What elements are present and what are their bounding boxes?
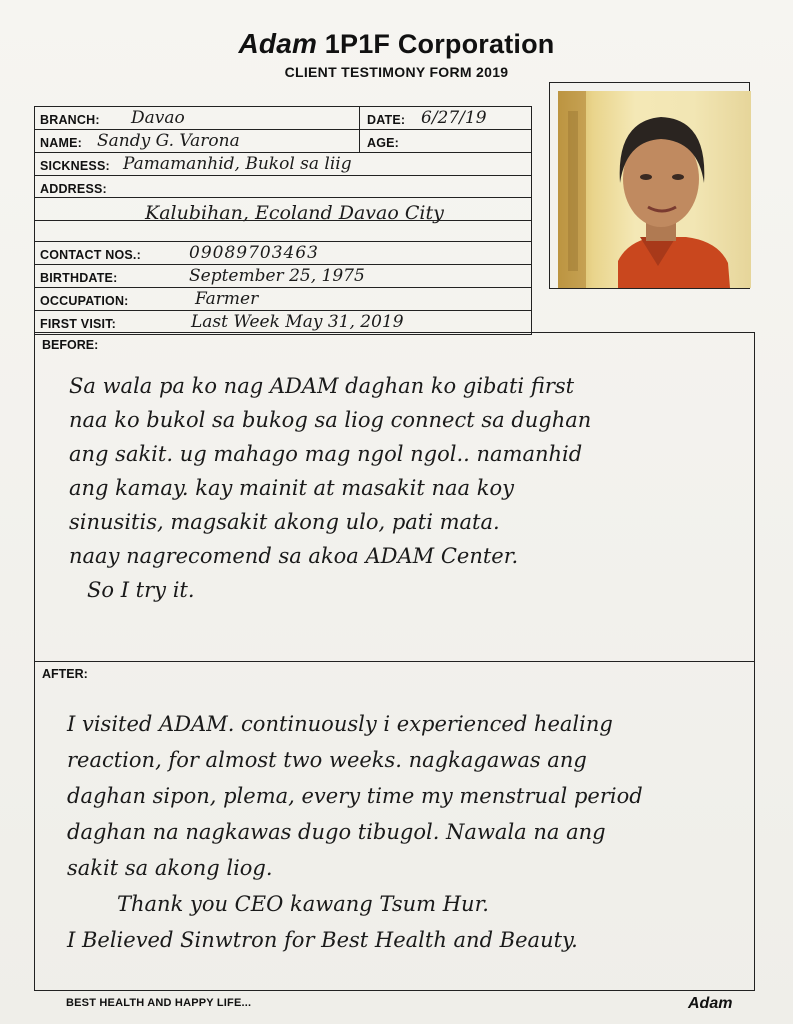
contact-label: CONTACT NOS.: bbox=[40, 248, 141, 262]
footer-slogan: BEST HEALTH AND HAPPY LIFE... bbox=[66, 997, 252, 1009]
before-line: naay nagrecomend sa akoa ADAM Center. bbox=[69, 544, 519, 568]
address-rule bbox=[35, 220, 531, 221]
after-line: I Believed Sinwtron for Best Health and Beauty. bbox=[67, 928, 578, 952]
column-divider bbox=[359, 107, 360, 129]
sickness-value: Pamamanhid, Bukol sa liig bbox=[123, 154, 352, 174]
branch-label: BRANCH: bbox=[40, 113, 100, 127]
brand-name: Adam bbox=[238, 28, 318, 59]
before-line: Sa wala pa ko nag ADAM daghan ko gibati first bbox=[69, 374, 575, 398]
name-value: Sandy G. Varona bbox=[97, 131, 240, 151]
birthdate-row bbox=[35, 265, 531, 288]
first-visit-value: Last Week May 31, 2019 bbox=[191, 312, 404, 332]
before-line: ang sakit. ug mahago mag ngol ngol.. namanhid bbox=[69, 442, 583, 466]
name-label: NAME: bbox=[40, 136, 82, 150]
date-value: 6/27/19 bbox=[421, 108, 487, 128]
address-row bbox=[35, 176, 531, 242]
address-rule bbox=[35, 197, 531, 198]
sickness-label: SICKNESS: bbox=[40, 159, 110, 173]
company-name: 1P1F Corporation bbox=[324, 29, 555, 59]
before-line: ang kamay. kay mainit at masakit naa koy bbox=[69, 476, 514, 500]
before-section bbox=[34, 332, 755, 662]
before-text bbox=[69, 369, 746, 607]
after-section bbox=[34, 661, 755, 991]
first-visit-row bbox=[35, 311, 531, 334]
birthdate-label: BIRTHDATE: bbox=[40, 271, 118, 285]
before-line: naa ko bukol sa bukog sa liog connect sa dughan bbox=[69, 408, 592, 432]
column-divider bbox=[359, 130, 360, 152]
name-age-row bbox=[35, 130, 531, 153]
after-line: daghan na nagkawas dugo tibugol. Nawala na ang bbox=[67, 820, 606, 844]
after-text bbox=[67, 706, 746, 958]
sickness-row bbox=[35, 153, 531, 176]
footer-brand: Adam bbox=[688, 995, 733, 1012]
address-label: ADDRESS: bbox=[40, 182, 107, 196]
occupation-row bbox=[35, 288, 531, 311]
after-line: I visited ADAM. continuously i experienced healing bbox=[67, 712, 613, 736]
occupation-label: OCCUPATION: bbox=[40, 294, 129, 308]
before-label: BEFORE: bbox=[42, 338, 99, 352]
birthdate-value: September 25, 1975 bbox=[189, 266, 365, 286]
client-photo bbox=[558, 91, 751, 288]
address-value: Kalubihan, Ecoland Davao City bbox=[145, 202, 444, 224]
occupation-value: Farmer bbox=[195, 289, 259, 309]
form-subtitle: CLIENT TESTIMONY FORM 2019 bbox=[284, 64, 509, 80]
contact-row bbox=[35, 242, 531, 265]
branch-value: Davao bbox=[131, 108, 185, 128]
before-line: sinusitis, magsakit akong ulo, pati mata. bbox=[69, 510, 500, 534]
form-header-title bbox=[0, 28, 793, 60]
branch-date-row bbox=[35, 107, 531, 130]
client-photo-frame bbox=[549, 82, 750, 289]
after-label: AFTER: bbox=[42, 667, 88, 681]
date-label: DATE: bbox=[367, 113, 406, 127]
contact-value: 09089703463 bbox=[189, 243, 319, 263]
after-line: reaction, for almost two weeks. nagkagawas ang bbox=[67, 748, 587, 772]
client-portrait-image bbox=[558, 91, 751, 288]
after-line: sakit sa akong liog. bbox=[67, 856, 273, 880]
before-line: So I try it. bbox=[87, 578, 195, 602]
first-visit-label: FIRST VISIT: bbox=[40, 317, 117, 331]
after-line: Thank you CEO kawang Tsum Hur. bbox=[117, 892, 489, 916]
age-label: AGE: bbox=[367, 136, 400, 150]
after-line: daghan sipon, plema, every time my menstrual period bbox=[67, 784, 643, 808]
client-info-table bbox=[34, 106, 532, 335]
